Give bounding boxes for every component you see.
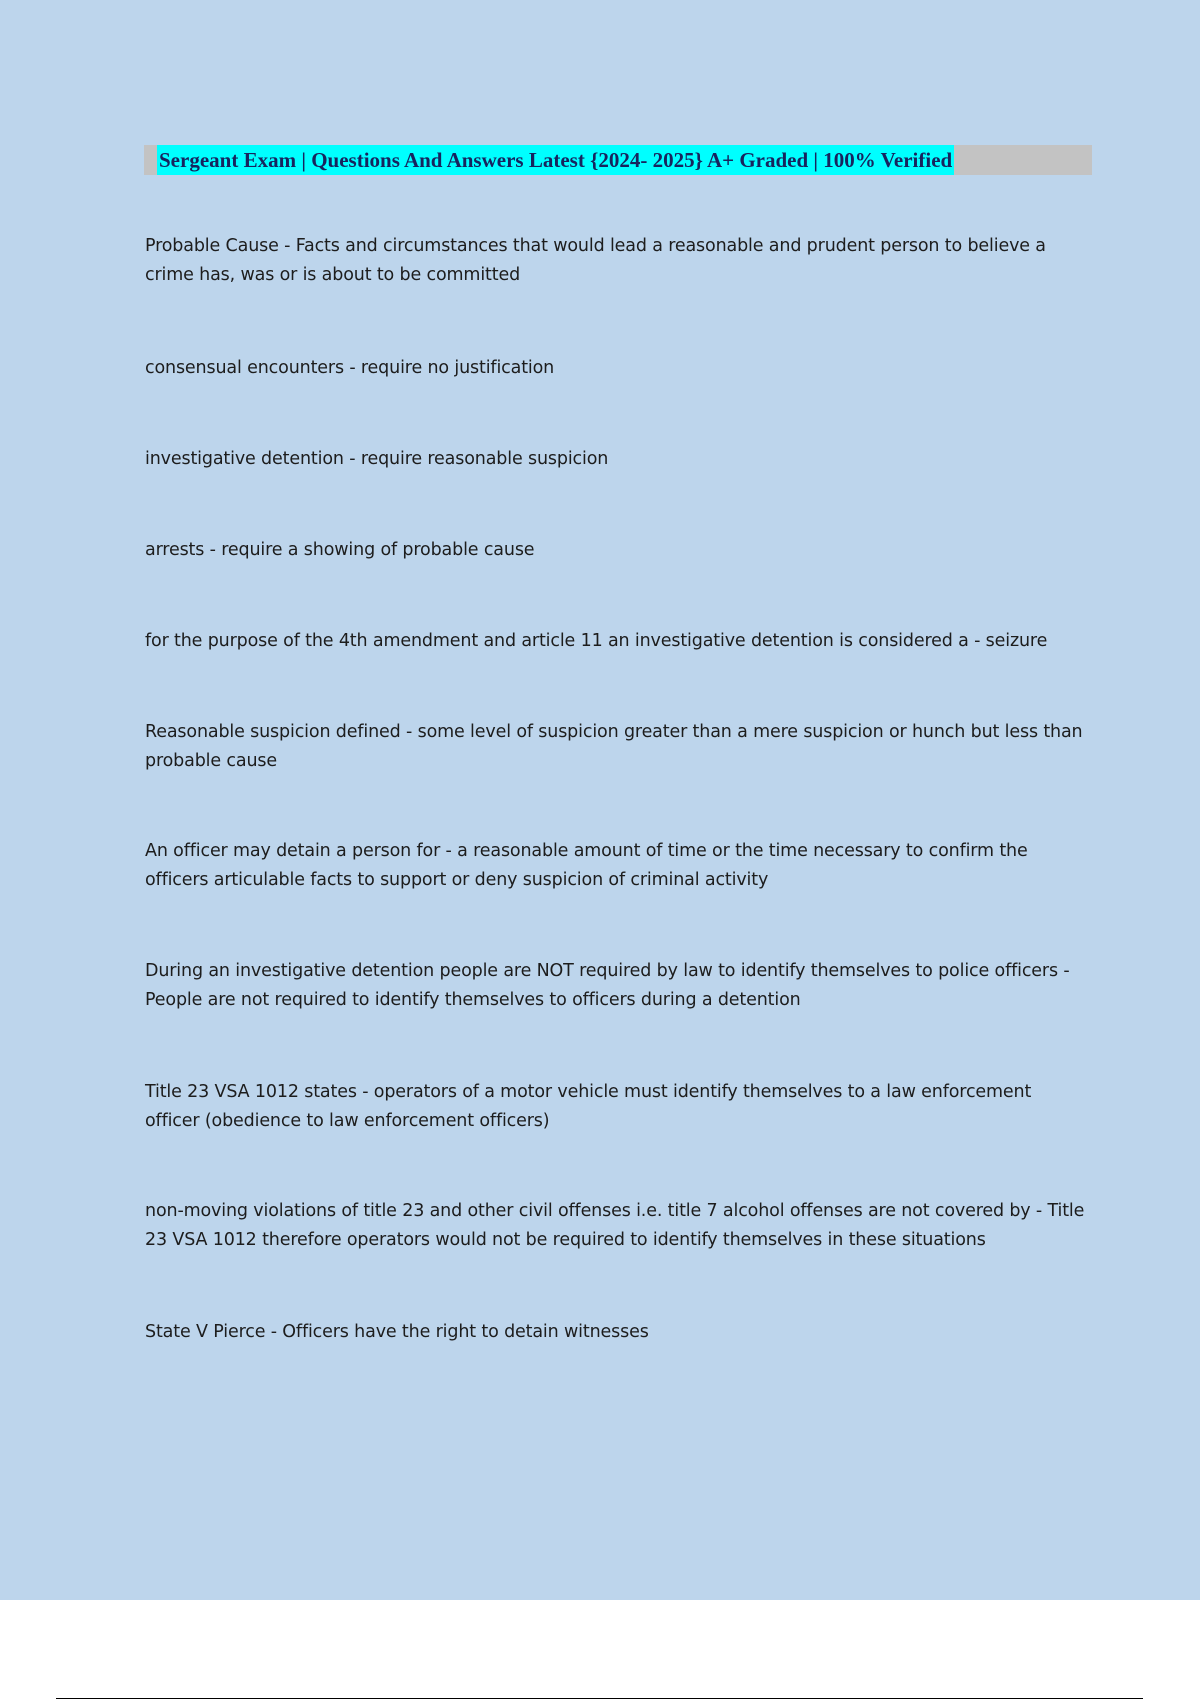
qa-entry: Title 23 VSA 1012 states - operators of a motor vehicle must identify themselves to a law enforcement officer (obedience to law enforcement officers)	[145, 1082, 1032, 1131]
qa-entry: During an investigative detention people are NOT required by law to identify themselves to police officers - People are not required to identify themselves to officers during a detention	[145, 961, 1070, 1010]
qa-entry: Reasonable suspicion defined - some level of suspicion greater than a mere suspicion or hunch but less than probable cause	[145, 722, 1083, 771]
qa-entry: Probable Cause - Facts and circumstances that would lead a reasonable and prudent person to believe a crime has, was or is about to be committed	[145, 236, 1046, 285]
qa-entry: consensual encounters - require no justification	[145, 358, 555, 378]
qa-entry: State V Pierce - Officers have the right to detain witnesses	[145, 1322, 649, 1342]
qa-entry: An officer may detain a person for - a reasonable amount of time or the time necessary to confirm the officers articulable facts to support or deny suspicion of criminal activity	[145, 841, 1028, 890]
qa-entry: for the purpose of the 4th amendment and article 11 an investigative detention is considered a - seizure	[145, 631, 1048, 651]
footer-rule	[56, 1698, 1143, 1699]
qa-entry: arrests - require a showing of probable cause	[145, 540, 535, 560]
qa-entry: non-moving violations of title 23 and other civil offenses i.e. title 7 alcohol offenses are not covered by - Title 23 VSA 1012 therefore operators would not be required to identify themselves in these situations	[145, 1201, 1085, 1250]
qa-entry: investigative detention - require reasonable suspicion	[145, 449, 609, 469]
document-title: Sergeant Exam | Questions And Answers Latest {2024- 2025} A+ Graded | 100% Verified	[157, 145, 954, 175]
